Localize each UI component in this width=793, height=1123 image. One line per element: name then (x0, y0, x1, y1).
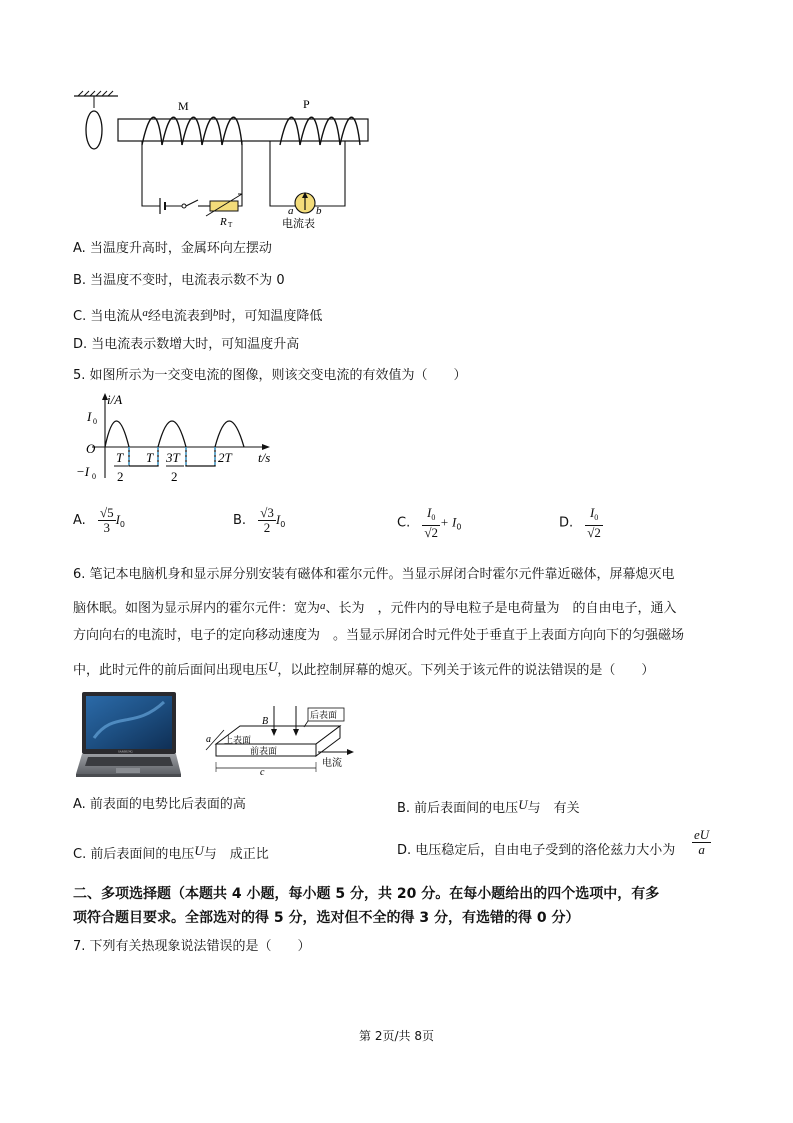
q6-option-d (397, 842, 675, 860)
label-b: b (316, 205, 322, 217)
q5-option-d (559, 506, 603, 540)
q5-option-a (73, 506, 125, 535)
q6-line-1: 6. 笔记本电脑机身和显示屏分别安装有磁体和霍尔元件。当显示屏闭合时霍尔元件靠近磁体，屏幕熄灭电 (73, 567, 675, 582)
q7-stem: 7. 下列有关热现象说法错误的是（ ） (73, 939, 311, 954)
x-axis-label: t/s (258, 450, 271, 465)
section2-heading-line-1: 二、多项选择题（本题共 4 小题，每小题 5 分，共 20 分。在每小题给出的四个选项中，有多 (73, 886, 660, 902)
q6-var-U: U (268, 659, 278, 674)
q5-d-den: √2 (587, 525, 601, 540)
q5-d-num-sub: 0 (594, 513, 599, 522)
q5-c-num-sub: 0 (431, 513, 436, 522)
q5-d-num: I (589, 505, 595, 520)
q4-c-a: a (142, 307, 148, 319)
hall-B: B (262, 716, 269, 727)
q5-c-den: √2 (424, 525, 438, 540)
label-RT-sub: T (228, 221, 233, 229)
q6-option-c-U: U (194, 843, 204, 858)
q6-line-4b: ，以此控制屏幕的熄灭。下列关于该元件的说法错误的是（ ） (277, 663, 655, 678)
q6-option-b-pre: B. 前后表面间的电压 (397, 801, 519, 816)
q6-option-d-num: eU (694, 827, 710, 842)
q5-a-tail: I (115, 512, 120, 527)
q5-b-sub: 0 (280, 520, 286, 529)
q6-option-d-den: a (698, 842, 705, 857)
hall-back-label: 后表面 (310, 710, 338, 720)
ac-current-graph (72, 390, 282, 486)
q5-c-sub: 0 (456, 522, 462, 532)
q6-line-4a: 中，此时元件的前后面间出现电压 (73, 663, 269, 678)
q6-line-3: 方向向右的电流时，电子的定向移动速度为 。当显示屏闭合时元件处于垂直于上表面方向向下的匀强磁场 (73, 628, 685, 643)
q6-option-c-post: 与 成正比 (203, 847, 269, 862)
tick-3T-over-2-num: 3T (166, 450, 180, 465)
origin-label: O (86, 441, 96, 456)
q6-option-b-post: 与 有关 (527, 801, 580, 816)
q4-option-c (73, 304, 322, 326)
q5-stem: 5. 如图所示为一交变电流的图像，则该交变电流的有效值为（ ） (73, 368, 467, 383)
q4-option-d: D. 当电流表示数增大时，可知温度升高 (73, 337, 300, 352)
q4-option-b: B. 当温度不变时，电流表示数不为 0 (73, 273, 285, 288)
tick-I0-sub: 0 (93, 417, 97, 426)
q6-option-d-fraction (692, 828, 711, 857)
q4-c-end: 时，可知温度降低 (218, 309, 323, 324)
q5-option-b-label: B. (233, 513, 247, 528)
q6-line-2 (73, 597, 677, 618)
q5-a-den: 3 (103, 520, 110, 535)
label-P: P (303, 97, 310, 111)
tick-T-over-2-den: 2 (117, 469, 124, 484)
tick-T: T (146, 450, 154, 465)
label-M: M (178, 99, 189, 113)
q6-line-2b: 、长为 ，元件内的导电粒子是电荷量为 的自由电子，通入 (325, 601, 677, 616)
q5-c-num: I (427, 505, 432, 520)
q4-option-c-prefix: C. 当电流从 (73, 309, 143, 324)
hall-top-label: 上表面 (224, 735, 252, 745)
q5-a-num: √5 (99, 505, 114, 520)
tick-I0: I (87, 409, 92, 424)
q6-option-c (73, 842, 269, 864)
y-axis-label: i/A (107, 392, 123, 407)
q6-option-b (397, 796, 580, 818)
q5-b-den: 2 (263, 520, 271, 535)
label-RT: R (220, 216, 227, 228)
q6-option-d-pre: D. 电压稳定后，自由电子受到的洛伦兹力大小为 (397, 843, 676, 858)
hall-current-label: 电流 (322, 758, 342, 769)
q6-option-b-U: U (518, 797, 528, 812)
section2-heading-line-2: 项符合题目要求。全部选对的得 5 分，选对但不全的得 3 分，有选错的得 0 分） (73, 910, 580, 926)
q5-b-tail: I (275, 512, 281, 527)
tick-3T-over-2-den: 2 (171, 469, 178, 484)
q6-line-4 (73, 658, 654, 680)
q6-line-2a: 脑休眠。如图为显示屏内的霍尔元件：宽为 (73, 601, 321, 616)
hall-dim-a: a (206, 734, 211, 745)
q5-option-b (233, 506, 285, 535)
laptop-image (74, 690, 182, 780)
meter-caption: 电流表 (282, 218, 315, 230)
metal-ring (86, 111, 102, 149)
q6-var-a: a (320, 600, 326, 612)
q5-option-c (397, 506, 461, 540)
q6-option-c-pre: C. 前后表面间的电压 (73, 847, 195, 862)
hall-front-label: 前表面 (250, 746, 278, 756)
laptop-brand: SAMSUNG (118, 749, 133, 754)
q5-option-a-label: A. (73, 513, 86, 528)
q4-option-a: A. 当温度升高时，金属环向左摆动 (73, 241, 272, 256)
q5-option-c-label: C. (397, 515, 411, 531)
q4-c-b: b (212, 307, 219, 319)
q5-option-d-label: D. (559, 515, 574, 531)
tick-2T: 2T (218, 450, 232, 465)
q5-b-num: √3 (260, 505, 274, 520)
q5-a-sub: 0 (119, 520, 126, 529)
tick-T-over-2-num: T (116, 450, 124, 465)
hall-dim-c: c (260, 767, 265, 778)
coil-circuit-figure (70, 88, 380, 230)
hall-element-figure (200, 702, 370, 780)
q4-c-mid: 经电流表到 (147, 309, 213, 324)
page-footer: 第 2页/共 8页 (359, 1029, 434, 1043)
tick-neg-I0-sub: 0 (92, 472, 96, 481)
q6-option-a: A. 前表面的电势比后表面的高 (73, 797, 246, 812)
q5-c-tail: + I (440, 514, 457, 530)
tick-neg-I0: −I (76, 464, 90, 479)
label-a: a (288, 205, 294, 217)
